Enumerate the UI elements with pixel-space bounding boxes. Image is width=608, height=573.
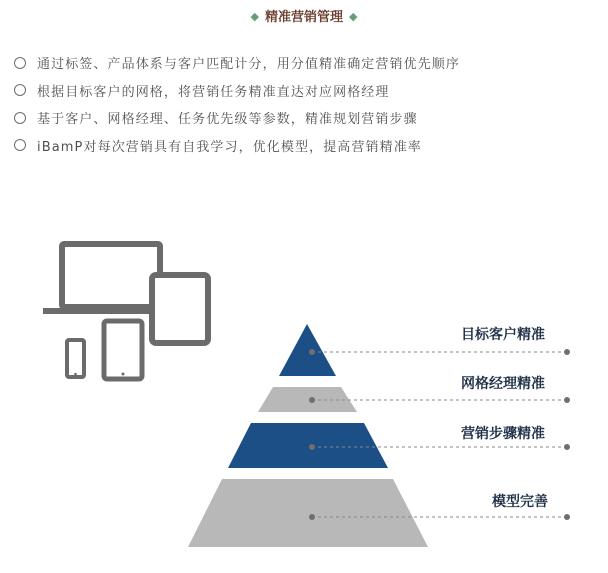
phone-icon xyxy=(67,340,84,377)
devices-illustration xyxy=(43,244,208,379)
pyramid-label-2: 网格经理精准 xyxy=(461,376,545,392)
tablet-icon xyxy=(152,275,208,343)
connector-dot xyxy=(309,397,315,403)
connector-dot xyxy=(309,349,315,355)
pyramid-label-3: 营销步骤精准 xyxy=(461,426,545,442)
pyramid-level-1 xyxy=(279,324,336,376)
connector-dot xyxy=(564,397,570,403)
list-item-text: 根据目标客户的网格，将营销任务精准直达对应网格经理 xyxy=(37,84,390,100)
pyramid-level-3 xyxy=(228,423,388,468)
pyramid-label-1: 目标客户精准 xyxy=(461,327,545,343)
connector-dot xyxy=(564,349,570,355)
list-item-text: 通过标签、产品体系与客户匹配计分，用分值精准确定营销优先顺序 xyxy=(37,57,461,73)
pyramid-label-4: 模型完善 xyxy=(492,494,548,510)
tablet-small-icon xyxy=(104,321,142,379)
connector-dot xyxy=(564,444,570,450)
pyramid-level-4 xyxy=(188,479,428,547)
diamond-icon-left: ◆ xyxy=(250,10,259,23)
list-item-text: 基于客户、网格经理、任务优先级等参数，精准规划营销步骤 xyxy=(37,112,418,128)
connector-dot xyxy=(309,514,315,520)
connector-dot xyxy=(309,444,315,450)
connector-dot xyxy=(564,514,570,520)
title-text: 精准营销管理 xyxy=(264,10,343,25)
pyramid xyxy=(188,324,428,547)
diamond-icon-right: ◆ xyxy=(349,10,358,23)
list-item-text: iBamP对每次营销具有自我学习，优化模型，提高营销精准率 xyxy=(37,139,422,155)
